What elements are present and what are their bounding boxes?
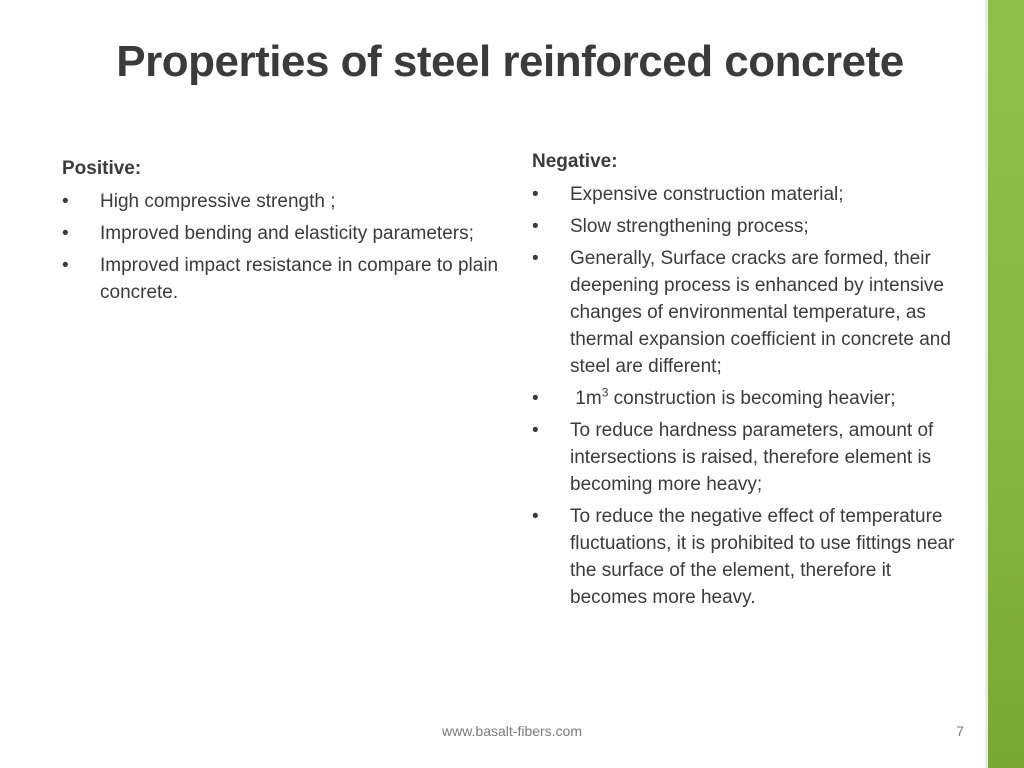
list-item-text: Improved impact resistance in compare to plain concrete. [100,255,499,303]
accent-side-bar [988,0,1024,768]
negative-column [532,148,972,616]
bullet-icon: • [532,248,539,269]
list-item-text: Expensive construction material; [570,184,844,205]
list-item [532,385,972,412]
list-item-text: Improved bending and elasticity parameters; [100,223,474,244]
list-item [62,220,502,247]
volume-suffix: construction is becoming heavier; [608,388,896,409]
exponent-superscript: 3 [601,385,609,400]
bullet-icon: • [532,184,539,205]
footer-url: www.basalt-fibers.com [441,723,583,739]
bullet-icon: • [532,420,539,441]
list-item [532,503,972,611]
bullet-icon: • [532,388,539,409]
list-item-text: Generally, Surface cracks are formed, their deepening process is enhanced by intensive changes of environmental temperature, as thermal expansion coefficient in concrete and steel are different; [570,248,951,377]
list-item [532,245,972,380]
list-item-text: High compressive strength ; [100,191,336,212]
positive-heading: Positive: [62,158,142,179]
negative-heading: Negative: [532,151,618,172]
slide-title: Properties of steel reinforced concrete [116,37,904,86]
list-item [62,188,502,215]
list-item [62,252,502,306]
bullet-icon: • [62,255,69,276]
volume-prefix: 1m [570,388,602,409]
bullet-icon: • [532,216,539,237]
negative-list [532,181,972,611]
list-item [532,181,972,208]
bullet-icon: • [532,506,539,527]
page-number: 7 [956,723,964,739]
bullet-icon: • [62,223,69,244]
list-item-text: To reduce the negative effect of temperature fluctuations, it is prohibited to use fittings near the surface of the element, therefore it becomes more heavy. [570,506,955,608]
positive-column [62,155,502,311]
list-item [532,417,972,498]
list-item-text [570,385,896,409]
list-item-text: To reduce hardness parameters, amount of intersections is raised, therefore element is becoming more heavy; [570,420,934,495]
list-item-text: Slow strengthening process; [570,216,809,237]
positive-list [62,188,502,306]
list-item [532,213,972,240]
bullet-icon: • [62,191,69,212]
